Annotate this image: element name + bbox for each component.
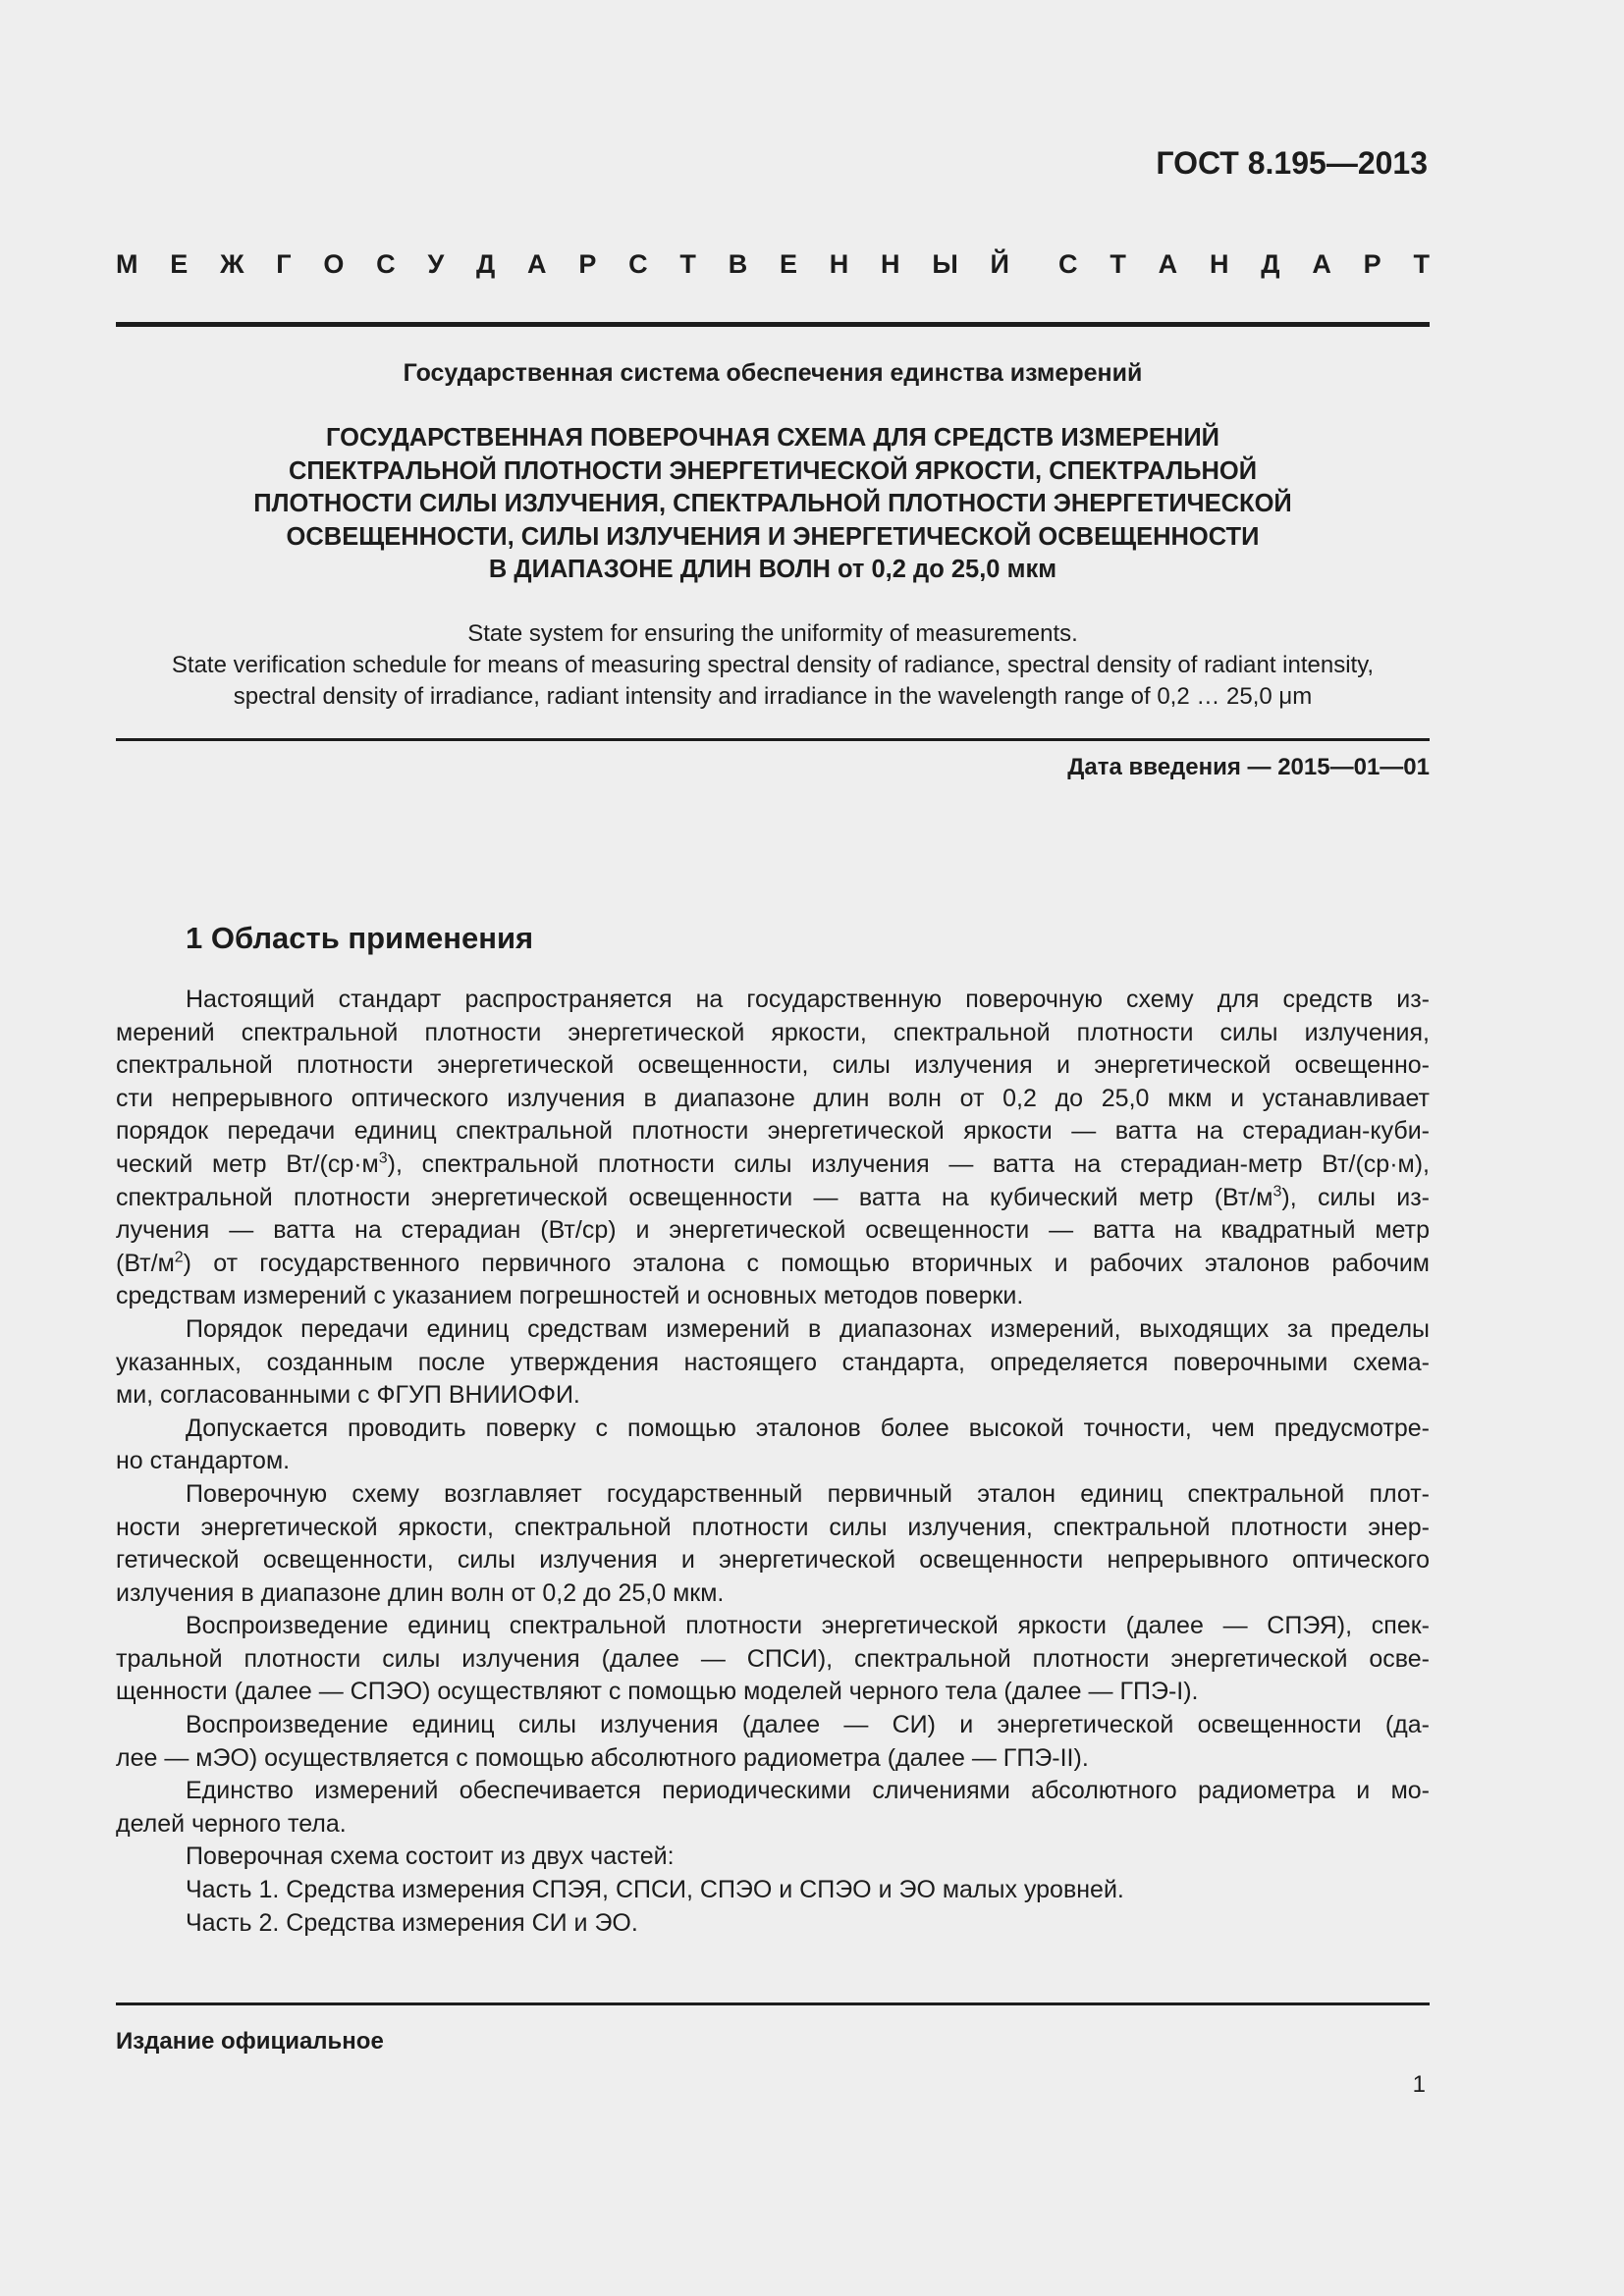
text-line: Допускается проводить поверку с помощью эталонов более высокой точности, чем предусмотре- — [186, 1414, 1430, 1442]
text-fragment: ), спектральной плотности силы излучения — ватта на стерадиан-метр Вт/(ср·м), — [387, 1149, 1430, 1178]
text-line: Единство измерений обеспечивается периодическими сличениями абсолютного радиометра и мо- — [186, 1777, 1430, 1805]
paragraph-part-2: Часть 2. Средства измерения СИ и ЭО. — [186, 1908, 638, 1937]
paragraph-parts-intro: Поверочная схема состоит из двух частей: — [186, 1842, 675, 1871]
spaced-letter: Д — [1261, 249, 1280, 279]
kind-word-interstate — [116, 249, 1009, 280]
text-line — [116, 1148, 1430, 1182]
official-edition-label: Издание официальное — [116, 2028, 384, 2055]
text-line: гетической освещенности, силы излучения и энергетической освещенности непрерывного оптического — [116, 1546, 1430, 1575]
text-line: лучения — ватта на стерадиан (Вт/ср) и энергетической освещенности — ватта на квадратный метр — [116, 1216, 1430, 1245]
spaced-letter: Т — [1110, 249, 1126, 279]
text-line: ности энергетической яркости, спектральной плотности силы излучения, спектральной плотности энер- — [116, 1513, 1430, 1541]
kind-word-standard — [1058, 249, 1430, 280]
section-body — [116, 984, 1430, 1940]
system-name: Государственная система обеспечения единства измерений — [403, 359, 1143, 387]
spaced-letter: Н — [881, 249, 900, 279]
paragraph-reproduction-gpe2 — [116, 1709, 1430, 1775]
header-rule — [116, 322, 1430, 327]
spaced-letter: Ж — [220, 249, 244, 279]
title-line: В ДИАПАЗОНЕ ДЛИН ВОЛН от 0,2 до 25,0 мкм — [488, 556, 1057, 583]
spaced-letter: Й — [990, 249, 1009, 279]
standard-kind — [116, 249, 1430, 280]
text-line: ми, согласованными с ФГУП ВНИИОФИ. — [116, 1381, 580, 1410]
paragraph-reproduction-gpe1 — [116, 1610, 1430, 1709]
spaced-letter: Р — [578, 249, 597, 279]
title-line: СПЕКТРАЛЬНОЙ ПЛОТНОСТИ ЭНЕРГЕТИЧЕСКОЙ ЯРКОСТИ, СПЕКТРАЛЬНОЙ — [288, 456, 1258, 485]
introduction-date: Дата введения — 2015—01—01 — [1067, 754, 1430, 780]
document-title — [116, 422, 1430, 587]
paragraph-uniformity — [116, 1775, 1430, 1841]
text-line: тральной плотности силы излучения (далее — СПСИ), спектральной плотности энергетической осве- — [116, 1644, 1430, 1673]
text-line: Воспроизведение единиц силы излучения (далее — СИ) и энергетической освещенности (да- — [186, 1711, 1430, 1739]
text-line: излучения в диапазоне длин волн от 0,2 до 25,0 мкм. — [116, 1578, 725, 1607]
text-fragment: ческий метр Вт/(ср·м — [116, 1149, 379, 1178]
text-line: Поверочную схему возглавляет государственный первичный эталон единиц спектральной плот- — [186, 1479, 1430, 1508]
text-line: указанных, созданным после утверждения настоящего стандарта, определяется поверочными схема- — [116, 1348, 1430, 1376]
footer-rule — [116, 2002, 1430, 2005]
text-line: Воспроизведение единиц спектральной плотности энергетической яркости (далее — СПЭЯ), спек- — [186, 1612, 1430, 1640]
text-line: спектральной плотности энергетической освещенности, силы излучения и энергетической освещенно- — [116, 1051, 1430, 1080]
spaced-letter: Р — [1363, 249, 1381, 279]
title-line: ОСВЕЩЕННОСТИ, СИЛЫ ИЗЛУЧЕНИЯ И ЭНЕРГЕТИЧЕСКОЙ ОСВЕЩЕННОСТИ — [286, 522, 1260, 551]
spaced-letter: Е — [779, 249, 797, 279]
spaced-letter: А — [1158, 249, 1178, 279]
spaced-letter: С — [1058, 249, 1078, 279]
text-fragment: спектральной плотности энергетической освещенности — ватта на кубический метр (Вт/м — [116, 1183, 1273, 1211]
paragraph-transfer-order — [116, 1313, 1430, 1413]
spaced-letter: Н — [829, 249, 849, 279]
page-number: 1 — [1412, 2071, 1426, 2098]
text-line: порядок передачи единиц спектральной плотности энергетической яркости — ватта на стерадиан-куби- — [116, 1117, 1430, 1146]
spaced-letter: А — [527, 249, 547, 279]
english-title-line: spectral density of irradiance, radiant intensity and irradiance in the wavelength range of 0,2 … 25,0 μm — [233, 683, 1313, 710]
superscript: 3 — [1272, 1183, 1282, 1201]
spaced-letter: Ы — [932, 249, 958, 279]
paragraph-scope — [116, 984, 1430, 1313]
text-line: мерений спектральной плотности энергетической яркости, спектральной плотности силы излучения, — [116, 1018, 1430, 1046]
text-line: делей черного тела. — [116, 1809, 347, 1838]
superscript: 3 — [378, 1149, 388, 1167]
spaced-letter: Н — [1209, 249, 1229, 279]
spaced-letter: Г — [276, 249, 292, 279]
spaced-letter: У — [427, 249, 445, 279]
title-line: ГОСУДАРСТВЕННАЯ ПОВЕРОЧНАЯ СХЕМА ДЛЯ СРЕДСТВ ИЗМЕРЕНИЙ — [325, 424, 1220, 452]
spaced-letter: Д — [476, 249, 496, 279]
section-heading: 1 Область применения — [186, 921, 534, 955]
spaced-letter: М — [116, 249, 138, 279]
english-title-line: State verification schedule for means of measuring spectral density of radiance, spectral density of radiant intensity, — [171, 652, 1375, 678]
spaced-letter: В — [728, 249, 748, 279]
text-line: Порядок передачи единиц средствам измерений в диапазонах измерений, выходящих за пределы — [186, 1314, 1430, 1343]
text-fragment: (Вт/м — [116, 1249, 175, 1277]
text-line: щенности (далее — СПЭО) осуществляют с помощью моделей черного тела (далее — ГПЭ-I). — [116, 1678, 1199, 1706]
spaced-letter: С — [628, 249, 648, 279]
text-line — [116, 1182, 1430, 1215]
paragraph-primary-standard — [116, 1478, 1430, 1610]
text-line: лее — мЭО) осуществляется с помощью абсолютного радиометра (далее — ГПЭ-II). — [116, 1743, 1089, 1772]
text-line: сти непрерывного оптического излучения в диапазоне длин волн от 0,2 до 25,0 мкм и устанавливает — [116, 1084, 1430, 1112]
spaced-letter: Е — [170, 249, 189, 279]
spaced-letter: О — [323, 249, 345, 279]
title-line: ПЛОТНОСТИ СИЛЫ ИЗЛУЧЕНИЯ, СПЕКТРАЛЬНОЙ ПЛОТНОСТИ ЭНЕРГЕТИЧЕСКОЙ — [253, 490, 1292, 517]
english-title — [116, 618, 1430, 713]
paragraph-part-1: Часть 1. Средства измерения СПЭЯ, СПСИ, СПЭО и СПЭО и ЭО малых уровней. — [186, 1876, 1124, 1904]
title-rule — [116, 738, 1430, 741]
text-fragment: ) от государственного первичного эталона с помощью вторичных и рабочих эталонов рабочим — [183, 1249, 1430, 1277]
spaced-letter: Т — [679, 249, 696, 279]
text-line: Настоящий стандарт распространяется на государственную поверочную схему для средств из- — [186, 986, 1430, 1013]
standard-code: ГОСТ 8.195—2013 — [1156, 145, 1428, 181]
superscript: 2 — [174, 1249, 184, 1266]
text-line: средствам измерений с указанием погрешностей и основных методов поверки. — [116, 1282, 1024, 1310]
paragraph-higher-accuracy — [116, 1413, 1430, 1478]
text-line: но стандартом. — [116, 1447, 291, 1475]
spaced-letter: С — [376, 249, 396, 279]
text-line — [116, 1248, 1430, 1281]
text-fragment: ), силы из- — [1281, 1183, 1430, 1211]
spaced-letter: Т — [1413, 249, 1430, 279]
spaced-letter: А — [1312, 249, 1331, 279]
english-title-line: State system for ensuring the uniformity of measurements. — [467, 620, 1078, 647]
